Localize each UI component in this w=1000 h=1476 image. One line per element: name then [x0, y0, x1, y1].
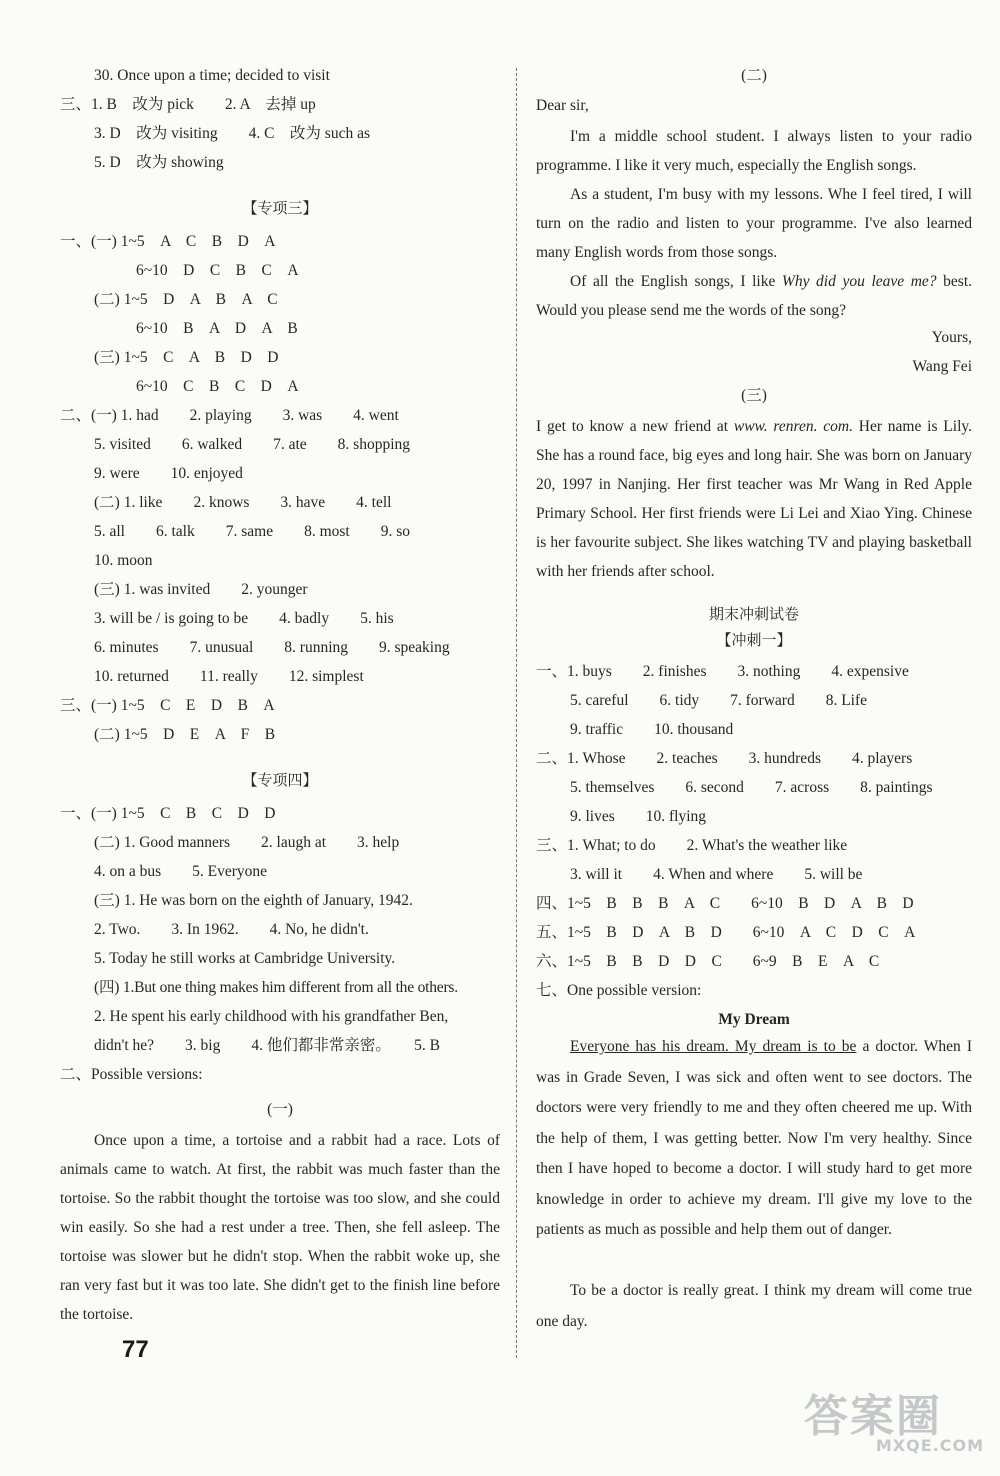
letter-paragraph: As a student, I'm busy with my lessons. Whe I feel tired, I will turn on the radio and listen to your programme. I've also learned many English words from those songs.	[536, 186, 972, 261]
answer-line: 6~10 B A D A B	[136, 320, 298, 337]
answer-line: 10. returned 11. really 12. simplest	[94, 668, 364, 685]
song-title: Why did you leave me?	[781, 273, 937, 290]
section-title: 【专项四】	[242, 771, 318, 789]
answer-line: 5. Today he still works at Cambridge University.	[94, 950, 396, 967]
column-divider	[516, 68, 517, 1358]
answer-line: (三) 1. was invited 2. younger	[94, 581, 308, 598]
essay-title: My Dream	[718, 1011, 790, 1028]
essay-text: a doctor. When I was in Grade Seven, I was sick and often went to see doctors. The doctors were very friendly to me and they often cheered me up. With the help of them, I was getting better. Now I'm very healthy. Since then I have hoped to become a doctor. I will study hard to get more knowledge in order to achieve my dream. I'll give my love to the patients as much as possible and help them out of danger.	[536, 1038, 973, 1238]
letter-greeting: Dear sir,	[536, 97, 589, 114]
letter-signature: Wang Fei	[912, 358, 972, 375]
answer-line: 三、1. B 改为 pick 2. A 去掉 up	[60, 96, 316, 113]
essay-paragraph	[536, 412, 972, 586]
answer-line: 三、(一) 1~5 C E D B A	[60, 697, 275, 714]
answer-line: 10. moon	[94, 552, 153, 569]
answer-line: 6~10 D C B C A	[136, 262, 299, 279]
watermark-brand: 答案圈	[804, 1391, 942, 1442]
watermark-logo	[794, 1380, 984, 1466]
answer-line: didn't he? 3. big 4. 他们都非常亲密。 5. B	[94, 1037, 440, 1054]
letter-paragraph	[536, 267, 972, 325]
essay-text: I get to know a new friend at	[536, 418, 734, 435]
answer-line: 二、Possible versions:	[60, 1066, 203, 1083]
answer-line: 9. traffic 10. thousand	[570, 721, 734, 738]
exam-subtitle: 【冲刺一】	[716, 631, 792, 649]
essay-title: (三)	[741, 387, 767, 404]
letter-text: best. Would you please send me the words of the song?	[536, 273, 973, 319]
answer-line: (二) 1. Good manners 2. laugh at 3. help	[94, 834, 400, 851]
answer-line: 一、(一) 1~5 A C B D A	[60, 233, 276, 250]
letter-closing: Yours,	[931, 329, 972, 346]
answer-line: (四) 1.But one thing makes him different from all the others.	[94, 979, 458, 996]
underlined-text: Everyone has his dream. My dream is to be	[570, 1038, 857, 1055]
watermark-url: MXQE.COM	[875, 1436, 984, 1455]
page-number: 77	[122, 1336, 149, 1363]
website-text: www. renren. com.	[733, 418, 853, 435]
answer-line: (二) 1~5 D A B A C	[94, 291, 278, 308]
answer-line: 二、(一) 1. had 2. playing 3. was 4. went	[60, 407, 399, 424]
answer-line: 6. minutes 7. unusual 8. running 9. speaking	[94, 639, 450, 656]
answer-line: 5. all 6. talk 7. same 8. most 9. so	[94, 523, 411, 540]
answer-line: 2. He spent his early childhood with his grandfather Ben,	[94, 1008, 449, 1025]
section-title: 【专项三】	[242, 199, 318, 217]
essay-title: (二)	[741, 67, 767, 84]
answer-line: 五、1~5 B D A B D 6~10 A C D C A	[536, 924, 916, 941]
answer-line: 3. D 改为 visiting 4. C 改为 such as	[94, 125, 370, 142]
letter-text: Of all the English songs, I like	[570, 273, 782, 290]
answer-line: 6~10 C B C D A	[136, 378, 299, 395]
essay-paragraph	[536, 1032, 972, 1246]
letter-paragraph: I'm a middle school student. I always listen to your radio programme. I like it very much, especially the English songs.	[536, 128, 972, 174]
essay-paragraph: To be a doctor is really great. I think my dream will come true one day.	[536, 1282, 972, 1330]
answer-line: 5. careful 6. tidy 7. forward 8. Life	[570, 692, 868, 709]
answer-line: 5. themselves 6. second 7. across 8. paintings	[570, 779, 933, 796]
answer-line: 3. will it 4. When and where 5. will be	[570, 866, 863, 883]
essay-title: (一)	[267, 1101, 293, 1118]
answer-line: (三) 1~5 C A B D D	[94, 349, 279, 366]
answer-line: 四、1~5 B B B A C 6~10 B D A B D	[536, 895, 914, 912]
answer-line: 一、(一) 1~5 C B C D D	[60, 805, 276, 822]
answer-line: (二) 1. like 2. knows 3. have 4. tell	[94, 494, 392, 511]
answer-line: 七、One possible version:	[536, 982, 702, 999]
answer-line: 4. on a bus 5. Everyone	[94, 863, 268, 880]
answer-line: 三、1. What; to do 2. What's the weather like	[536, 837, 848, 854]
answer-line: 二、1. Whose 2. teaches 3. hundreds 4. players	[536, 750, 913, 767]
answer-line: 5. visited 6. walked 7. ate 8. shopping	[94, 436, 410, 453]
answer-line: 一、1. buys 2. finishes 3. nothing 4. expensive	[536, 663, 909, 680]
essay-paragraph: Once upon a time, a tortoise and a rabbit had a race. Lots of animals came to watch. At first, the rabbit was much faster than the tortoise. So the rabbit thought the tortoise was too slow, and she could win easily. So she had a rest under a tree. Then, she fell asleep. The tortoise was slower but he didn't stop. When the rabbit woke up, she ran very fast but it was too late. She didn't get to the finish line before the tortoise.	[60, 1132, 500, 1323]
answer-line: 9. were 10. enjoyed	[94, 465, 243, 482]
answer-line: 3. will be / is going to be 4. badly 5. his	[94, 610, 394, 627]
answer-line: (三) 1. He was born on the eighth of January, 1942.	[94, 892, 413, 909]
answer-line: (二) 1~5 D E A F B	[94, 726, 276, 743]
answer-line: 六、1~5 B B D D C 6~9 B E A C	[536, 953, 880, 970]
answer-line: 30. Once upon a time; decided to visit	[94, 67, 330, 84]
answer-line: 9. lives 10. flying	[570, 808, 707, 825]
essay-text: Her name is Lily. She has a round face, big eyes and long hair. She was born on January 20, 1997 in Nanjing. Her first teacher was Mr Wang in Red Apple Primary School. Her first friends were Li Lei and Xiao Ying. Chinese is her favourite subject. She likes watching TV and playing basketball with her friends after school.	[536, 418, 972, 580]
answer-line: 2. Two. 3. In 1962. 4. No, he didn't.	[94, 921, 369, 938]
answer-line: 5. D 改为 showing	[94, 154, 224, 171]
exam-title: 期末冲刺试卷	[708, 605, 799, 623]
